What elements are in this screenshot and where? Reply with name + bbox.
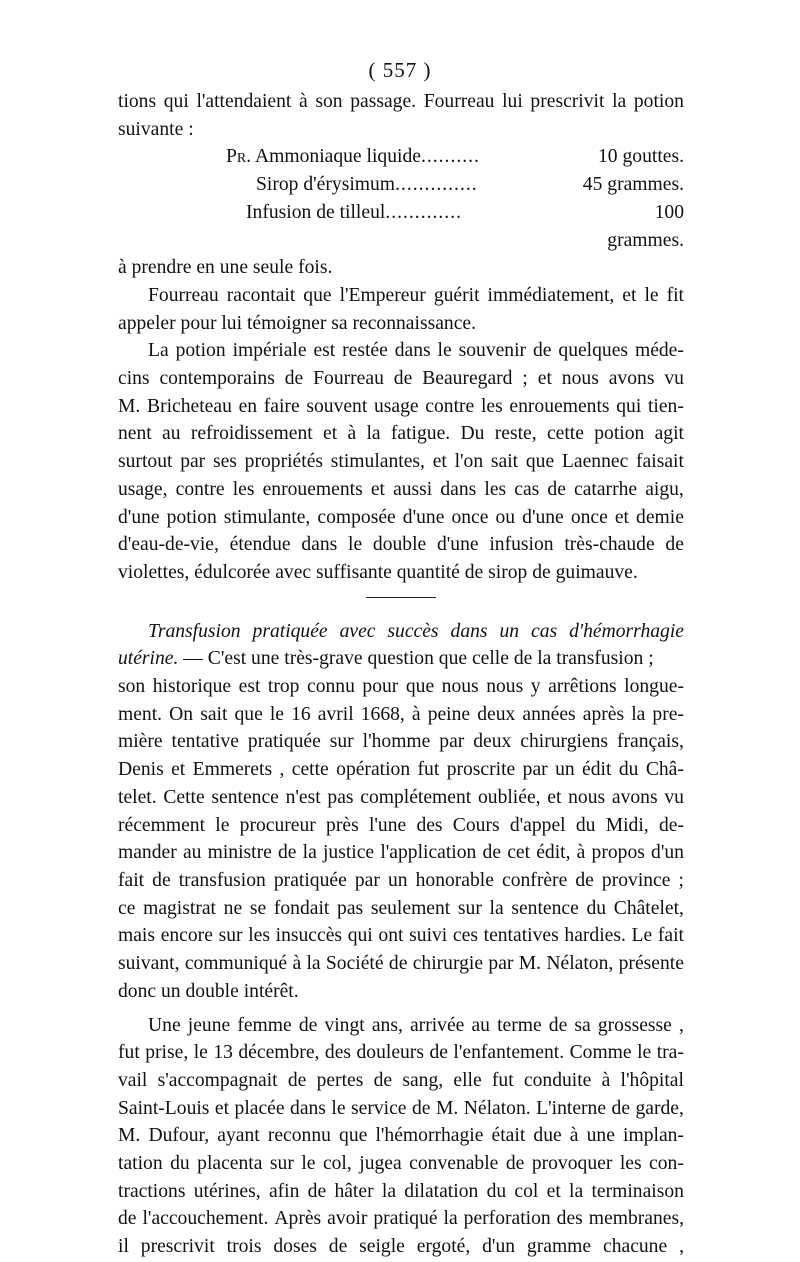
leader-dots: .......... (420, 146, 480, 168)
paragraph-1 (118, 88, 684, 143)
text-block (118, 88, 684, 1261)
text-line: tractions utérines, afin de hâter la dilatation du col et la terminaison (118, 1180, 684, 1202)
text-line: Saint-Louis et placée dans le service de M. Nélaton. L'interne de garde, (118, 1097, 684, 1119)
text-line: récemment le procureur près l'une des Cours d'appel du Midi, de- (118, 814, 684, 836)
text-line: mière tentative pratiquée sur l'homme par deux chirurgiens français, (118, 731, 684, 753)
ingredient-name: Infusion de tilleul (246, 201, 386, 223)
text-line: ce magistrat ne se fondait pas seulement sur la sentence du Châtelet, (118, 897, 684, 919)
text-line: usage, contre les enrouements et aussi dans les cas de catarrhe aigu, (118, 478, 684, 500)
text-line: appeler pour lui témoigner sa reconnaissance. (118, 312, 476, 334)
text-line: tions qui l'attendaient à son passage. Fourreau lui prescrivit la potion (118, 91, 684, 112)
text-line: La potion impériale est restée dans le souvenir de quelques méde- (148, 340, 684, 362)
text-line: d'eau-de-vie, étendue dans le double d'une infusion très-chaude de (118, 534, 684, 556)
text-line: vail s'accompagnait de pertes de sang, elle fut conduite à l'hôpital (118, 1069, 684, 1091)
text-line: fut prise, le 13 décembre, des douleurs de l'enfantement. Comme le tra- (118, 1042, 684, 1064)
text-line: Denis et Emmerets , cette opération fut proscrite par un édit du Châ- (118, 759, 684, 781)
text-line: nent au refroidissement et à la fatigue. Du reste, cette potion agit (118, 423, 684, 445)
text-line: surtout par ses propriétés stimulantes, et l'on sait que Laennec faisait (118, 451, 684, 473)
text-line: ment. On sait que le 16 avril 1668, à peine deux années après la pre- (118, 703, 684, 725)
text-line: — C'est une très-grave question que celle de la transfusion ; (178, 648, 654, 670)
text-line: suivant, communiqué à la Société de chirurgie par M. Nélaton, présente (118, 953, 684, 975)
text-line: de l'accouchement. Après avoir pratiqué la perforation des membranes, (118, 1208, 684, 1230)
text-line: son historique est trop connu pour que nous nous y arrêtions longue- (118, 676, 684, 698)
prescription (118, 143, 684, 282)
ingredient-quantity: 10 gouttes. (598, 146, 684, 168)
text-line: mander au ministre de la justice l'application de cet édit, à propos d'un (118, 842, 684, 864)
prescription-prefix: Pr. (226, 146, 252, 168)
prescription-item (118, 143, 684, 171)
text-line: telet. Cette sentence n'est pas complétement oubliée, et nous avons vu (118, 786, 684, 808)
text-line: fait de transfusion pratiquée par un honorable confrère de province ; (118, 869, 684, 891)
ingredient-name: Sirop d'érysimum (256, 174, 396, 196)
text-line: M. Bricheteau en faire souvent usage contre les enrouements qui tien- (118, 395, 684, 417)
page-number: ( 557 ) (368, 58, 432, 82)
text-line: violettes, édulcorée avec suffisante quantité de sirop de guimauve. (118, 561, 638, 583)
ingredient-quantity: 45 grammes. (582, 174, 684, 196)
paragraph-2 (118, 282, 684, 337)
prescription-item (118, 199, 684, 254)
text-line: tation du placenta sur le col, jugea convenable de provoquer les con- (118, 1153, 684, 1175)
section-divider (366, 597, 436, 598)
ingredient-name: Ammoniaque liquide (254, 146, 421, 168)
prescription-instruction: à prendre en une seule fois. (118, 257, 333, 279)
text-line: donc un double intérêt. (118, 980, 299, 1002)
article-transfusion (118, 618, 684, 1006)
article-title-end: utérine. (118, 648, 179, 670)
text-line: Fourreau racontait que l'Empereur guérit immédiatement, et le fit (148, 284, 684, 306)
article-title: Transfusion pratiquée avec succès dans un cas d'hémorrhagie (148, 620, 684, 642)
paragraph-5 (118, 1012, 684, 1261)
prescription-item (118, 171, 684, 199)
text-line: mais encore sur les insuccès qui ont suivi ces tentatives hardies. Le fait (118, 925, 684, 947)
paragraph-3 (118, 337, 684, 586)
leader-dots: .............. (395, 174, 478, 196)
text-line: d'une potion stimulante, composée d'une once ou d'une once et demie (118, 506, 684, 528)
text-line: Une jeune femme de vingt ans, arrivée au terme de sa grossesse , (148, 1014, 684, 1036)
text-line: cins contemporains de Fourreau de Beauregard ; et nous avons vu (118, 368, 684, 390)
ingredient-quantity: 100 grammes. (607, 201, 684, 251)
text-line: M. Dufour, ayant reconnu que l'hémorrhagie était due à une implan- (118, 1125, 684, 1147)
text-line: suivante : (118, 118, 194, 140)
text-line: il prescrivit trois doses de seigle ergoté, d'un gramme chacune , (118, 1236, 684, 1258)
leader-dots: ............. (385, 201, 462, 223)
